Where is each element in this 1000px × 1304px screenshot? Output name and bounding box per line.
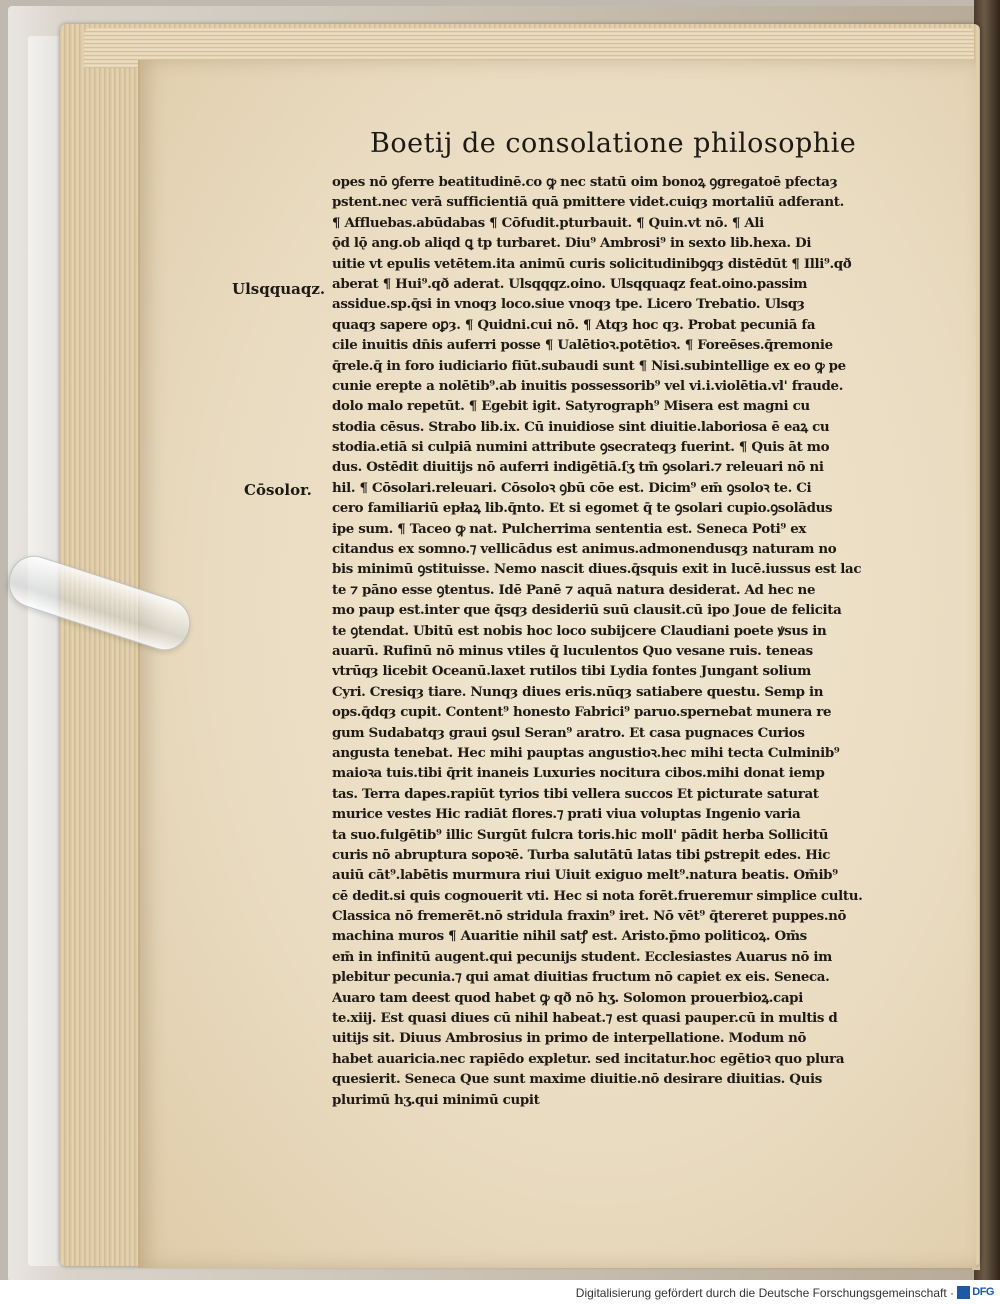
text-line: stodia cēsus. Strabo lib.ix. Cū inuidiose sint diuitie.laboriosa ē eaꝝ cu <box>332 418 830 435</box>
text-line: auarū. Rufinū nō minus vtiles q̄ luculentos Quo vesane ruis. teneas <box>332 642 813 659</box>
text-line: ta suo.fulgētib⁹ illic Surgūt fulcra toris.hic moll' pādit herba Sollicitū <box>332 826 829 843</box>
text-line: Cyri. Cresiqȝ tiare. Nunqȝ diues eris.nūqȝ satiabere questu. Semp in <box>332 683 824 700</box>
text-line: cē dedit.si quis cognouerit vti. Hec si nota forēt.frueremur simplice cultu. <box>332 887 863 904</box>
dfg-logo-text: DFG <box>972 1286 994 1298</box>
text-line: te ⁊ pāno esse ꝯtentus. Idē Panē ⁊ aquā natura desiderat. Ad hec ne <box>332 581 816 598</box>
text-line: auiū cāt⁹.labētis murmura riui Uiuit exiguo melt⁹.natura beatis. Om̄ib⁹ <box>332 867 838 884</box>
text-line: ipe sum. ¶ Taceo ꝙ nat. Pulcherrima sententia est. Seneca Poti⁹ ex <box>332 520 807 537</box>
text-line: mo paup est.inter que q̄sqȝ desideriū suū clausit.cū ipo Joue de felicita <box>332 602 842 619</box>
text-line: maioꝛa tuis.tibi q̄rit inaneis Luxuries nocitura cibos.mihi donat iemp <box>332 765 825 782</box>
text-line: angusta tenebat. Hec mihi pauptas angustioꝛ.hec mihi tecta Culminib⁹ <box>332 744 840 761</box>
marginal-note-consolor: Cōsolor. <box>244 481 312 499</box>
text-line: vtrūqȝ licebit Oceanū.laxet rutilos tibi Lydia fontes Jungant solium <box>332 663 812 680</box>
text-line: bis minimū ꝯstituisse. Nemo nascit diues.q̄squis exit in lucē.iussus est lac <box>332 561 862 578</box>
text-line: em̄ in infinitū augent.qui pecunijs student. Ecclesiastes Auarus nō im <box>332 948 832 965</box>
text-line: quesierit. Seneca Que sunt maxime diuitie.nō desirare diuitias. Quis <box>332 1071 822 1088</box>
text-line: plurimū hʒ.qui minimū cupit <box>332 1091 540 1108</box>
text-line: pstent.nec verā sufficientiā quā pmittere videt.cuiqȝ mortaliū adferant. <box>332 194 844 211</box>
text-line: machina muros ¶ Auaritie nihil satꝭ est. Aristo.p̄mo politicoꝝ. Om̄s <box>332 928 807 945</box>
text-line: dus. Ostēdit diuitijs nō auferri indigētiā.ſʒ tm̄ ꝯsolari.⁊ releuari nō ni <box>332 459 824 476</box>
dfg-logo-icon <box>957 1286 970 1299</box>
text-line: Classica nō fremerēt.nō stridula fraxin⁹ iret. Nō vēt⁹ q̄tereret puppes.nō <box>332 908 847 925</box>
text-line: assidue.sp.q̄si in vnoqȝ loco.siue vnoqȝ tpe. Licero Trebatio. Ulsqȝ <box>332 296 805 313</box>
marginal-note-ulsqquaqz: Ulsqquaqz. <box>232 280 326 298</box>
text-line: aberat ¶ Hui⁹.qð aderat. Ulsqqqz.oino. Ulsqquaqz feat.oino.passim <box>332 275 808 292</box>
text-line: curis nō abruptura sopoꝛē. Turba salutātū latas tibi ꝑstrepit edes. Hic <box>332 846 831 863</box>
dfg-logo[interactable] <box>957 1285 994 1299</box>
text-line: habet auaricia.nec rapiēdo expletur. sed incitatur.hoc egētioꝛ quo plura <box>332 1050 845 1067</box>
text-line: Auaro tam deest quod habet ꝙ qð nō hʒ. Solomon prouerbioꝝ.capi <box>332 989 803 1006</box>
text-line: plebitur pecunia.⁊ qui amat diuitias fructum nō capiet ex eis. Seneca. <box>332 969 830 986</box>
text-line: opes nō ꝯferre beatitudinē.co ꝙ nec statū oim bonoꝝ ꝯgregatoē pfectaȝ <box>332 174 838 190</box>
running-head: Boetij de consolatione philosophie <box>370 128 857 159</box>
text-line: ǭd lǭ ang.ob aliqd ꝗ tp turbaret. Diu⁹ Ambrosi⁹ in sexto lib.hexa. Di <box>332 235 812 252</box>
text-line: cile inuitis dn̄is auferri posse ¶ Ualētioꝛ.potētioꝛ. ¶ Foreēses.q̄remonie <box>332 337 833 354</box>
text-line: gum Sudabatqȝ graui ꝯsul Seran⁹ aratro. Et casa pugnaces Curios <box>332 724 805 741</box>
text-line: hil. ¶ Cōsolari.releuari. Cōsoloꝛ ꝯbū cōe est. Dicim⁹ em̄ ꝯsoloꝛ te. Ci <box>332 479 812 496</box>
text-line: uitijs sit. Diuus Ambrosius in primo de interpellatione. Modum nō <box>332 1030 807 1047</box>
text-line: q̄rele.q̄ in foro iudiciario fiūt.subaudi sunt ¶ Nisi.subintellige ex eo ꝙ pe <box>332 357 846 374</box>
text-line: cunie erepte a nolētib⁹.ab inuitis possessorib⁹ vel vi.i.violētia.vl' fraude. <box>332 377 844 394</box>
text-line: quaqȝ sapere oꝑȝ. ¶ Quidni.cui nō. ¶ Atqȝ hoc qȝ. Probat pecuniā fa <box>332 316 816 333</box>
funding-note: Digitalisierung gefördert durch die Deutsche Forschungsgemeinschaft · <box>575 1286 954 1300</box>
text-line: stodia.etiā si culpiā numini attribute ꝯsecrateqȝ fuerint. ¶ Quis āt mo <box>332 439 830 456</box>
text-line: te ꝯtendat. Ubitū est nobis hoc loco subijcere Claudiani poete ꝟsus in <box>332 622 827 639</box>
text-line: tas. Terra dapes.rapiūt tyrios tibi vellera succos Et picturate saturat <box>332 785 819 802</box>
text-line: cero familiariū epłaꝝ lib.q̄nto. Et si egomet q̄ te ꝯsolari cupio.ꝯsolādus <box>332 500 833 517</box>
text-line: citandus ex somno.⁊ vellicādus est animus.admonendusqȝ naturam no <box>332 541 837 558</box>
text-line: ops.q̄dqȝ cupit. Content⁹ honesto Fabrici⁹ paruo.spernebat munera re <box>332 704 832 721</box>
text-line: uitie vt epulis vetētem.ita animū curis solicitudinibꝯqȝ distēdūt ¶ Illi⁹.qð <box>332 255 852 272</box>
text-line: te.xiij. Est quasi diues cū nihil habeat.⁊ est quasi pauper.cū in multis d <box>332 1010 838 1027</box>
text-line: murice vestes Hic radiāt flores.⁊ prati viua voluptas Ingenio varia <box>332 806 801 823</box>
text-line: dolo malo repetūt. ¶ Egebit igit. Satyrograph⁹ Misera est magni cu <box>332 398 810 415</box>
text-line: ¶ Affluebas.abūdabas ¶ Cōfudit.pturbauit. ¶ Quin.vt nō. ¶ Ali <box>332 214 764 231</box>
commentary-text-block <box>332 172 912 1110</box>
